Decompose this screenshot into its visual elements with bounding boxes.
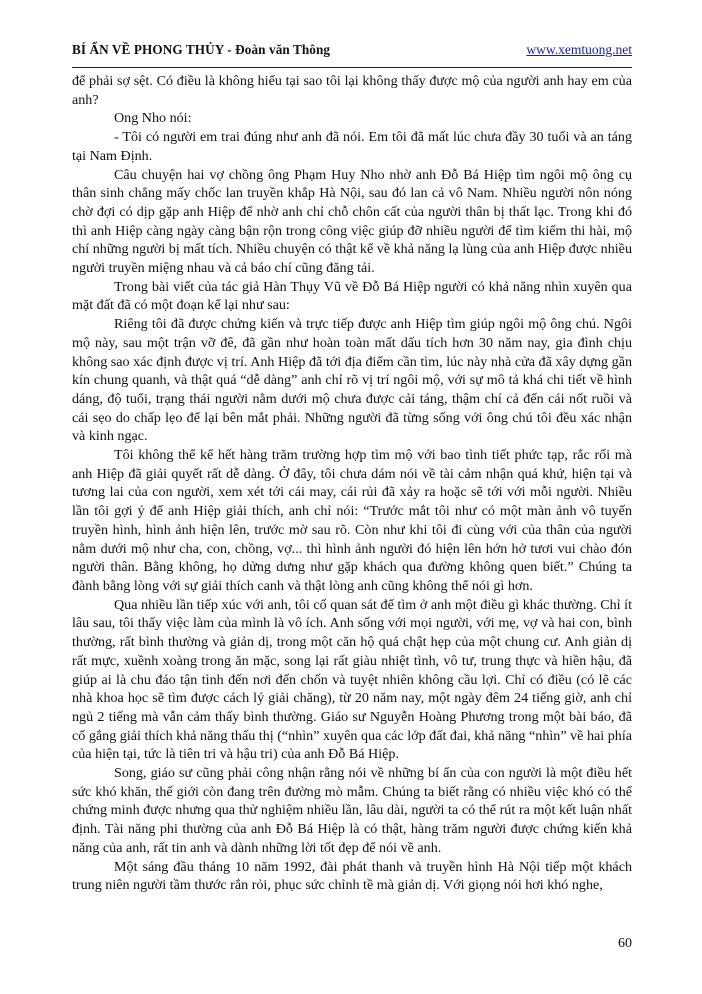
body-text [72,72,632,895]
paragraph: Riêng tôi đã được chứng kiến và trực tiếp được anh Hiệp tìm giúp ngôi mộ ông chú. Ngôi mộ này, sau một trận vỡ đê, đã gần như hoàn toàn mất dấu tích hơn 30 năm nay, gia đình chịu không sao xác định được vị trí. Anh Hiệp đã tới địa điểm cần tìm, lúc này nhà cửa đã xây dựng gần kín chung quanh, và thật quá “dễ dàng” anh chỉ rõ vị trí ngôi mộ, với sự mô tả khá chi tiết về hình dáng, độ tuổi, trạng thái người nằm dưới mộ chưa được cải táng, thậm chí cả đến cái nốt ruồi và cái sẹo do chấp lẹo để lại bên mắt phải. Những người đã từng sống với ông chú tôi đều xác nhận và kinh ngạc. [72,316,632,445]
paragraph: Song, giáo sư cũng phải công nhận rằng nói về những bí ẩn của con người là một điều hết sức khó khăn, thế giới còn đang trên đường mò mẫm. Chúng ta biết rằng có nhiều việc khó có thể chứng minh được nhưng qua thử nghiệm nhiều lần, lâu dài, người ta có thể rút ra một kết luận nhất định. Tài năng phi thường của anh Đỗ Bá Hiệp là có thật, hàng trăm người được chứng kiến khả năng của anh, rất tin anh và dành những lời tốt đẹp để nói về anh. [72,765,632,856]
paragraph: Qua nhiều lần tiếp xúc với anh, tôi cố quan sát để tìm ở anh một điều gì khác thường. Chỉ ít lâu sau, tôi thấy việc làm của mình là vô ích. Anh sống với mọi người, với mẹ, vợ và hai con, bình thường, rất bình thường và giản dị, trong một căn hộ quá chật hẹp của một chung cư. Anh giản dị rất mực, xuềnh xoàng trong ăn mặc, song lại rất giàu nhiệt tình, vô tư, trung thực và hiền hậu, đã giúp ai là chu đáo tận tình đến nơi đến chốn và tuyệt nhiên không cầu lợi. Chỉ có điều (có lẽ các nhà khoa học sẽ tìm được cách lý giải chăng), từ 20 năm nay, một ngày đêm 24 tiếng giờ, anh chỉ ngủ 2 tiếng mà vẫn cảm thấy bình thường. Giáo sư Nguyễn Hoàng Phương trong một bài báo, đã cố gắng giải thích khả năng thấu thị (“nhìn” xuyên qua các lớp đất đai, khả năng “nhìn” về hai phía của hiện tại, tức là tiên tri và hậu tri) của anh Đỗ Bá Hiệp. [72,596,632,763]
paragraph: - Tôi có người em trai đúng như anh đã nói. Em tôi đã mất lúc chưa đầy 30 tuổi và an táng tại Nam Định. [72,129,632,164]
paragraph: để phải sợ sệt. Có điều là không hiểu tại sao tôi lại không thấy được mộ của người anh hay em của anh? [72,73,632,108]
header-website-link[interactable]: www.xemtuong.net [526,42,632,57]
page-number: 60 [618,936,632,951]
header-title: BÍ ẨN VỀ PHONG THỦY - Đoàn văn Thông [72,42,331,57]
paragraph: Trong bài viết của tác giả Hàn Thụy Vũ về Đỗ Bá Hiệp người có khả năng nhìn xuyên qua mặt đất đã có một đoạn kể lại như sau: [72,278,632,314]
paragraph: Ong Nho nói: [114,110,192,127]
paragraph: Một sáng đầu tháng 10 năm 1992, đài phát thanh và truyền hình Hà Nội tiếp một khách trung niên người tầm thước rắn rỏi, phục sức chỉnh tề mà giản dị. Với giọng nói hơi khó nghe, [72,858,632,894]
paragraph: Tôi không thể kể hết hàng trăm trường hợp tìm mộ với bao tình tiết phức tạp, rắc rối mà anh Hiệp đã giải quyết rất dễ dàng. Ở đây, tôi chưa dám nói về tài cảm nhận quá khứ, hiện tại và tương lai của con người, xem xét tới cái may, cái rủi đã xảy ra hoặc sẽ tới với mỗi người. Nhiều lần tôi gợi ý để anh Hiệp giải thích, anh chỉ nói: “Trước mắt tôi như có một màn ảnh vô tuyến truyền hình, hình ảnh hiện lên, trước mờ sau rõ. Còn như khi tôi đi cùng với của thân của người nằm dưới mộ như cha, con, chồng, vợ... thì hình ảnh người đó hiện lên hớn hở tươi vui chào đón người thân. Bằng không, họ dửng dưng như gặp khách qua đường không quen biết.” Chúng ta đành bằng lòng với sự giải thích canh và thật lòng anh cũng không thể nói gì hơn. [72,447,632,594]
paragraph: Câu chuyện hai vợ chồng ông Phạm Huy Nho nhờ anh Đỗ Bá Hiệp tìm ngôi mộ ông cụ thân sinh chẳng mấy chốc lan truyền khắp Hà Nội, sau đó lan cả vô Nam. Nhiều người nôn nóng chờ đợi có dịp gặp anh Hiệp để nhờ anh chỉ chỗ chôn cất của người thân bị thất lạc. Trong khi đó thì anh Hiệp càng ngày càng bận rộn trong công việc giúp đỡ nhiều người để tìm kiếm thi hài, mộ chí những người bị mất tích. Nhiều chuyện có thật kể về khả năng lạ lùng của anh Hiệp được nhiều người truyền miệng nhau và cả báo chí cũng đăng tải. [72,166,632,277]
header-divider [72,67,632,68]
page-header [72,40,632,62]
